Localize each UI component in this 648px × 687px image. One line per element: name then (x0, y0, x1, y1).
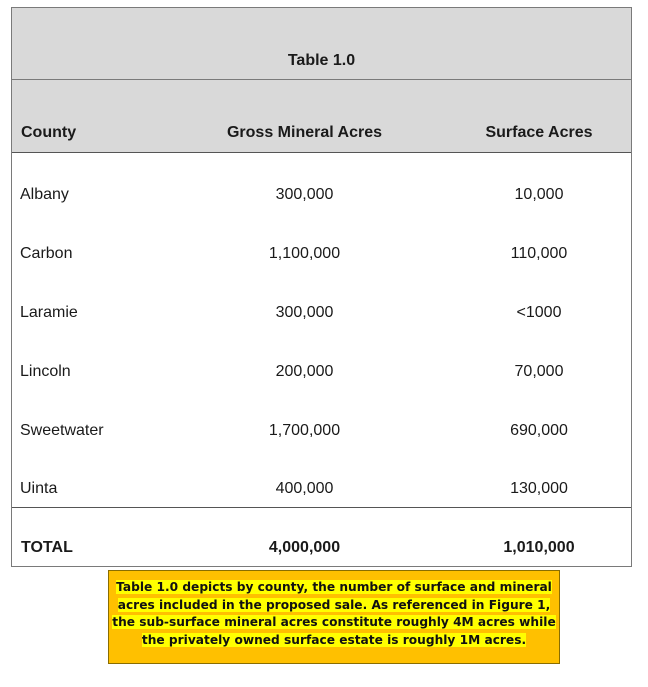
table-row (12, 245, 631, 265)
table-title-band (12, 8, 631, 80)
cell-surface: 690,000 (510, 422, 568, 439)
caption-line: the sub-surface mineral acres constitute roughly 4M acres while (112, 615, 556, 629)
cell-surface: 70,000 (514, 363, 564, 380)
total-divider (12, 507, 631, 508)
total-gross: 4,000,000 (268, 539, 341, 556)
table-caption-callout (108, 570, 560, 664)
cell-surface: <1000 (516, 304, 562, 321)
total-row (12, 539, 631, 559)
table-row (12, 480, 631, 500)
table-row (12, 304, 631, 324)
cell-county: Albany (20, 186, 69, 203)
header-gross-mineral-acres: Gross Mineral Acres (226, 124, 383, 141)
cell-gross: 1,100,000 (268, 245, 341, 262)
cell-gross: 300,000 (275, 186, 334, 203)
header-county: County (21, 124, 77, 141)
total-label: TOTAL (21, 539, 73, 556)
cell-surface: 10,000 (514, 186, 564, 203)
total-surface: 1,010,000 (503, 539, 575, 556)
cell-gross: 200,000 (275, 363, 334, 380)
table-header-row (12, 80, 631, 153)
cell-surface: 110,000 (510, 245, 568, 262)
acreage-table (11, 7, 632, 567)
cell-county: Lincoln (20, 363, 71, 380)
table-row (12, 186, 631, 206)
cell-gross: 1,700,000 (268, 422, 341, 439)
header-surface-acres: Surface Acres (485, 124, 593, 141)
caption-line: the privately owned surface estate is roughly 1M acres. (141, 632, 527, 647)
caption-line: acres included in the proposed sale. As referenced in Figure 1, (117, 597, 551, 612)
cell-gross: 400,000 (275, 480, 334, 497)
cell-county: Laramie (20, 304, 78, 321)
cell-gross: 300,000 (275, 304, 334, 321)
table-title: Table 1.0 (287, 52, 356, 69)
table-row (12, 422, 631, 442)
caption-line: Table 1.0 depicts by county, the number of surface and mineral (116, 580, 552, 594)
table-row (12, 363, 631, 383)
cell-county: Carbon (20, 245, 73, 262)
cell-surface: 130,000 (510, 480, 568, 497)
cell-county: Sweetwater (20, 422, 104, 439)
cell-county: Uinta (20, 480, 58, 497)
